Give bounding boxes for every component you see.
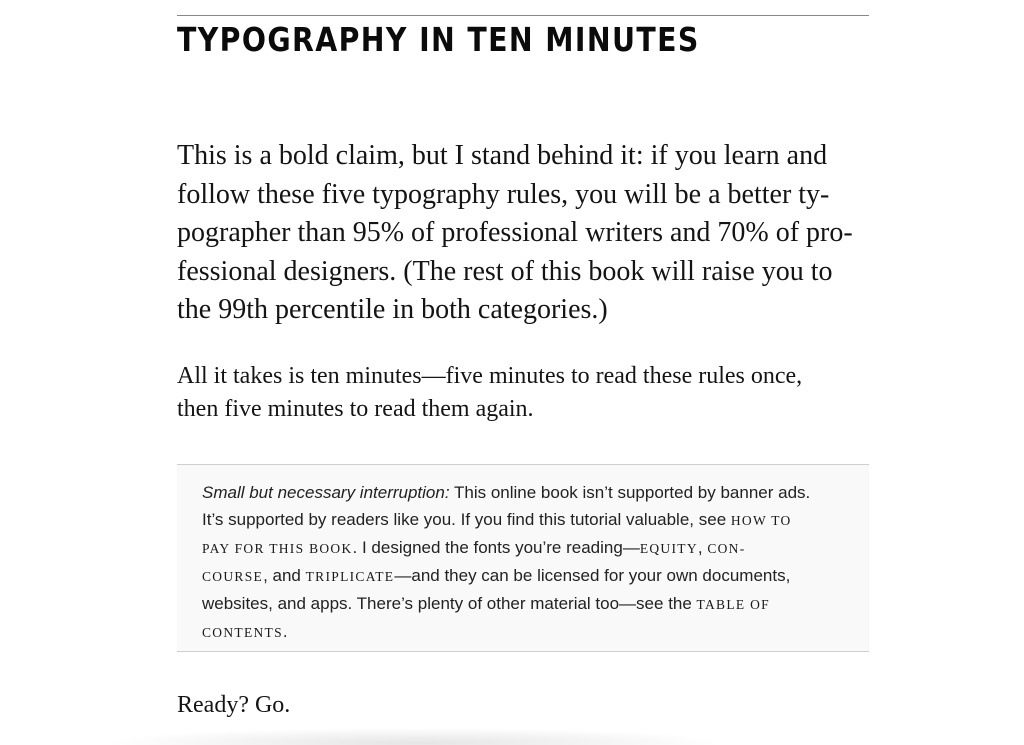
lead-line: pographer than 95% of professional writers and 70% of pro- — [177, 217, 853, 248]
concourse-link[interactable]: CON- — [707, 541, 746, 556]
interruption-notice — [177, 464, 869, 652]
interruption-text-5: , and — [263, 566, 306, 585]
lead-line: follow these five typography rules, you will be a better ty- — [177, 178, 830, 210]
interruption-text-8: . — [282, 622, 288, 641]
interruption-text-1: This online book isn’t supported by banner ads. — [449, 483, 811, 502]
closing-line: Ready? Go. — [177, 692, 291, 718]
lead-line: fessional designers. (The rest of this book will raise you to — [177, 255, 833, 287]
equity-link[interactable]: EQUITY — [639, 541, 698, 556]
interruption-text-6: —and they can be licensed for your own documents, — [394, 566, 791, 585]
interruption-line — [202, 506, 852, 534]
interruption-line — [202, 534, 852, 562]
interruption-label: Small but necessary interruption: — [202, 483, 450, 502]
interruption-line — [202, 479, 852, 506]
body-line: then five minutes to read them again. — [177, 395, 534, 422]
table-of-contents-link-continued[interactable]: CONTENTS — [202, 625, 283, 640]
how-to-pay-link-continued[interactable]: PAY FOR THIS BOOK — [202, 541, 353, 556]
how-to-pay-link[interactable]: HOW TO — [730, 513, 792, 528]
lead-line: the 99th percentile in both categories.) — [177, 294, 608, 325]
concourse-link-continued[interactable]: COURSE — [202, 569, 264, 584]
table-of-contents-link[interactable]: TABLE OF — [696, 597, 770, 612]
interruption-line — [202, 618, 852, 646]
interruption-text-4: , — [697, 538, 708, 557]
body-line: All it takes is ten minutes—five minutes to read these rules once, — [177, 363, 803, 389]
chapter-title: TYPOGRAPHY IN TEN MINUTES — [177, 20, 700, 59]
interruption-line — [202, 562, 852, 590]
lead-paragraph — [177, 137, 869, 330]
header-rule — [177, 15, 869, 16]
body-paragraph — [177, 360, 869, 425]
interruption-line — [202, 590, 852, 618]
interruption-line-2: It’s supported by readers like you. If you find this tutorial valuable, see — [202, 510, 731, 529]
triplicate-link[interactable]: TRIPLICATE — [305, 569, 395, 584]
interruption-text — [202, 479, 852, 646]
interruption-line-6: websites, and apps. There’s plenty of other material too—see the — [202, 594, 697, 613]
scroll-shadow — [110, 728, 720, 745]
lead-line: This is a bold claim, but I stand behind it: if you learn and — [177, 140, 828, 171]
interruption-text-3: . I designed the fonts you’re reading— — [352, 538, 640, 557]
